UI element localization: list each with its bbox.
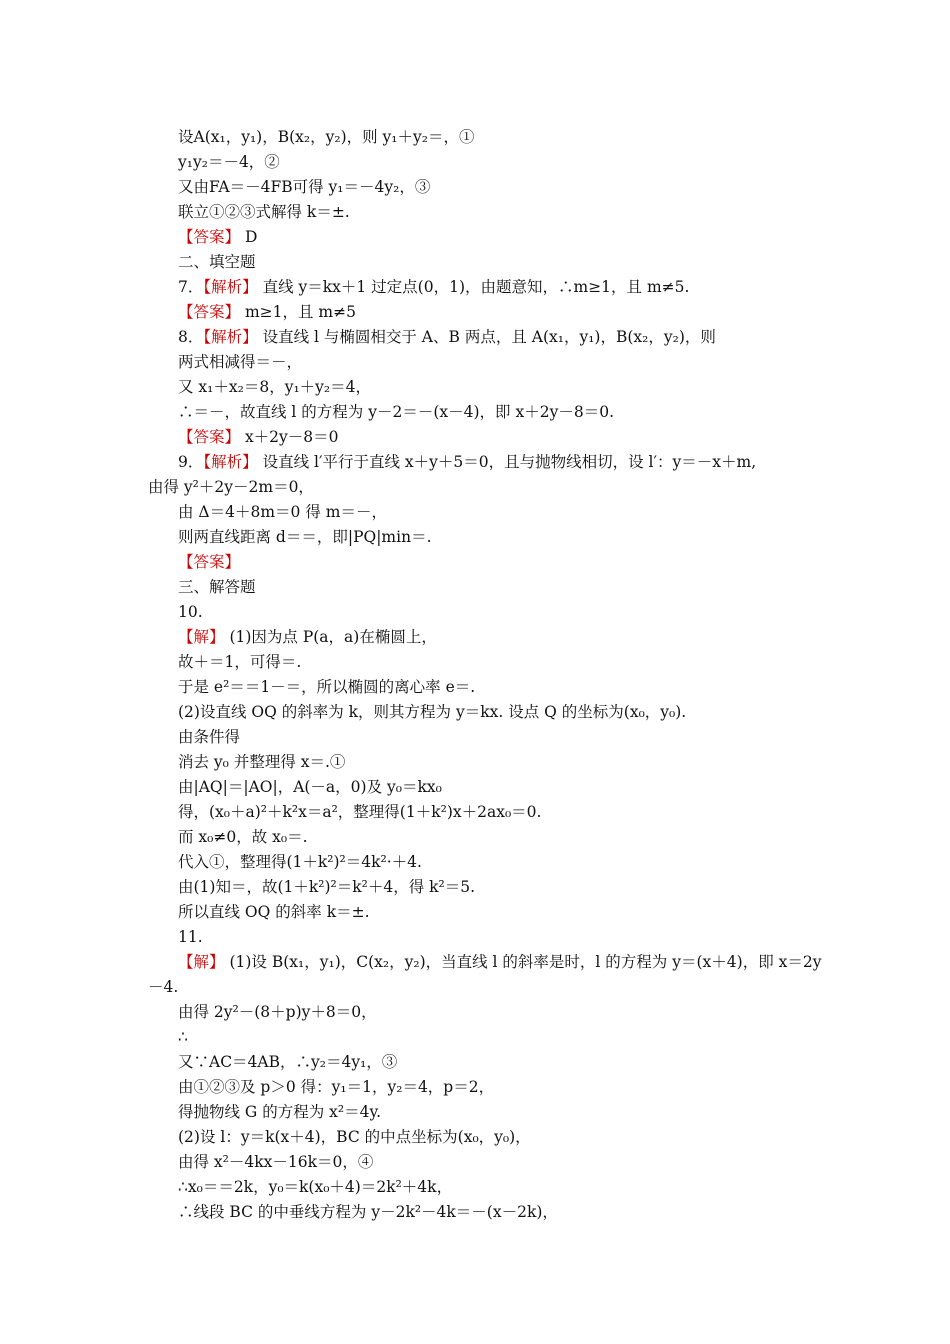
line-text: 又由FA＝－4FB可得 y₁＝－4y₂，③ — [178, 178, 431, 196]
text-line — [148, 976, 178, 998]
text-line — [178, 326, 716, 348]
line-text: (1)因为点 P(a，a)在椭圆上， — [224, 628, 437, 646]
line-text: y₁y₂＝－4，② — [178, 153, 280, 171]
text-line — [178, 1026, 188, 1048]
text-line — [178, 401, 614, 423]
text-line — [178, 1101, 381, 1123]
text-line — [178, 576, 256, 598]
text-line — [178, 626, 437, 648]
line-text: 所以直线 OQ 的斜率 k＝±. — [178, 903, 370, 921]
question-number: 8． — [178, 328, 204, 346]
text-line — [178, 426, 339, 448]
section-tag: 【解】 — [178, 953, 225, 971]
text-line — [178, 1201, 558, 1223]
text-line — [178, 1051, 397, 1073]
section-tag: 【解】 — [178, 628, 225, 646]
text-line — [178, 926, 203, 948]
line-text: 设A(x₁，y₁)，B(x₂，y₂)，则 y₁＋y₂＝，① — [178, 128, 475, 146]
text-line — [178, 351, 302, 373]
text-line — [178, 776, 442, 798]
text-line — [178, 676, 475, 698]
text-line — [178, 876, 475, 898]
text-line — [178, 526, 432, 548]
line-text: 由(1)知＝，故(1＋k²)²＝k²＋4，得 k²＝5. — [178, 878, 476, 896]
text-line — [178, 901, 370, 923]
text-line — [178, 276, 689, 298]
section-tag: 【解析】 — [203, 278, 258, 296]
line-text: 两式相减得＝－， — [178, 353, 303, 371]
line-text: ∴x₀＝＝2k，y₀＝k(x₀＋4)＝2k²＋4k， — [178, 1178, 453, 1196]
text-line — [178, 851, 422, 873]
text-line — [178, 751, 345, 773]
line-text: 11. — [178, 928, 203, 946]
line-text: (1)设 B(x₁，y₁)，C(x₂，y₂)，当直线 l 的斜率是时，l 的方程为 y＝(x＋4)，即 x＝2y — [224, 953, 822, 971]
text-line — [178, 251, 256, 273]
line-text: 联立①②③式解得 k＝±. — [178, 203, 350, 221]
question-number: 9． — [178, 453, 204, 471]
text-line — [178, 551, 240, 573]
text-line — [178, 826, 308, 848]
line-text: 由 Δ＝4＋8m＝0 得 m＝－， — [178, 503, 387, 521]
line-text: 又 x₁＋x₂＝8，y₁＋y₂＝4， — [178, 378, 372, 396]
section-tag: 【解析】 — [203, 453, 258, 471]
text-line — [178, 501, 387, 523]
section-tag: 【答案】 — [178, 553, 241, 571]
text-line — [178, 1151, 373, 1173]
line-text: 由得 y²＋2y－2m＝0， — [148, 478, 314, 496]
line-text: 代入①，整理得(1＋k²)²＝4k²·＋4. — [178, 853, 422, 871]
text-line — [178, 1176, 452, 1198]
line-text: 由①②③及 p＞0 得：y₁＝1，y₂＝4，p＝2， — [178, 1078, 495, 1096]
section-tag: 【答案】 — [178, 228, 241, 246]
text-line — [178, 376, 371, 398]
text-line — [178, 151, 280, 173]
line-text: 三、解答题 — [178, 578, 256, 596]
text-line — [178, 451, 756, 473]
line-text: 由得 x²－4kx－16k＝0，④ — [178, 1153, 374, 1171]
text-line — [178, 801, 541, 823]
line-text: －4. — [148, 978, 179, 996]
line-text: 故＋＝1，可得＝. — [178, 653, 302, 671]
line-text: 10. — [178, 603, 203, 621]
text-line — [148, 476, 314, 498]
text-line — [178, 1076, 494, 1098]
line-text: ∴＝－，故直线 l 的方程为 y－2＝－(x－4)，即 x＋2y－8＝0. — [178, 403, 614, 421]
text-line — [178, 226, 257, 248]
text-line — [178, 1001, 377, 1023]
text-line — [178, 951, 821, 973]
line-text: (2)设 l：y＝k(x＋4)，BC 的中点坐标为(x₀，y₀)， — [178, 1128, 531, 1146]
text-line — [178, 201, 350, 223]
line-text: 得抛物线 G 的方程为 x²＝4y. — [178, 1103, 382, 1121]
line-text: 得，(x₀＋a)²＋k²x＝a²，整理得(1＋k²)x＋2ax₀＝0. — [178, 803, 542, 821]
line-text: x＋2y－8＝0 — [240, 428, 339, 446]
line-text: 直线 y＝kx＋1 过定点(0，1)，由题意知，∴m≥1，且 m≠5. — [257, 278, 690, 296]
text-line — [178, 1126, 531, 1148]
line-text: ∴ — [178, 1028, 188, 1046]
line-text: 由条件得 — [178, 728, 241, 746]
section-tag: 【答案】 — [178, 428, 241, 446]
line-text: D — [240, 228, 258, 246]
text-line — [178, 726, 240, 748]
text-line — [178, 126, 475, 148]
line-text: ∴线段 BC 的中垂线方程为 y－2k²－4k＝－(x－2k)， — [178, 1203, 558, 1221]
line-text: 二、填空题 — [178, 253, 256, 271]
line-text: 而 x₀≠0，故 x₀＝. — [178, 828, 308, 846]
line-text: 又∵AC＝4AB，∴y₂＝4y₁，③ — [178, 1053, 398, 1071]
line-text: m≥1，且 m≠5 — [240, 303, 356, 321]
text-line — [178, 651, 301, 673]
line-text: 消去 y₀ 并整理得 x＝.① — [178, 753, 346, 771]
text-line — [178, 301, 356, 323]
question-number: 7． — [178, 278, 204, 296]
section-tag: 【答案】 — [178, 303, 241, 321]
line-text: 于是 e²＝＝1－＝，所以椭圆的离心率 e＝. — [178, 678, 476, 696]
line-text: 由得 2y²－(8＋p)y＋8＝0， — [178, 1003, 377, 1021]
line-text: 设直线 l 与椭圆相交于 A、B 两点，且 A(x₁，y₁)，B(x₂，y₂)，则 — [257, 328, 716, 346]
text-line — [178, 701, 686, 723]
line-text: (2)设直线 OQ 的斜率为 k，则其方程为 y＝kx. 设点 Q 的坐标为(x₀，y₀). — [178, 703, 687, 721]
line-text: 设直线 l′平行于直线 x＋y＋5＝0，且与抛物线相切，设 l′：y＝－x＋m, — [257, 453, 757, 471]
line-text: 由|AQ|＝|AO|，A(－a，0)及 y₀＝kx₀ — [178, 778, 442, 796]
text-line — [178, 176, 430, 198]
line-text: 则两直线距离 d＝＝，即|PQ|min＝. — [178, 528, 432, 546]
text-line — [178, 601, 203, 623]
section-tag: 【解析】 — [203, 328, 258, 346]
